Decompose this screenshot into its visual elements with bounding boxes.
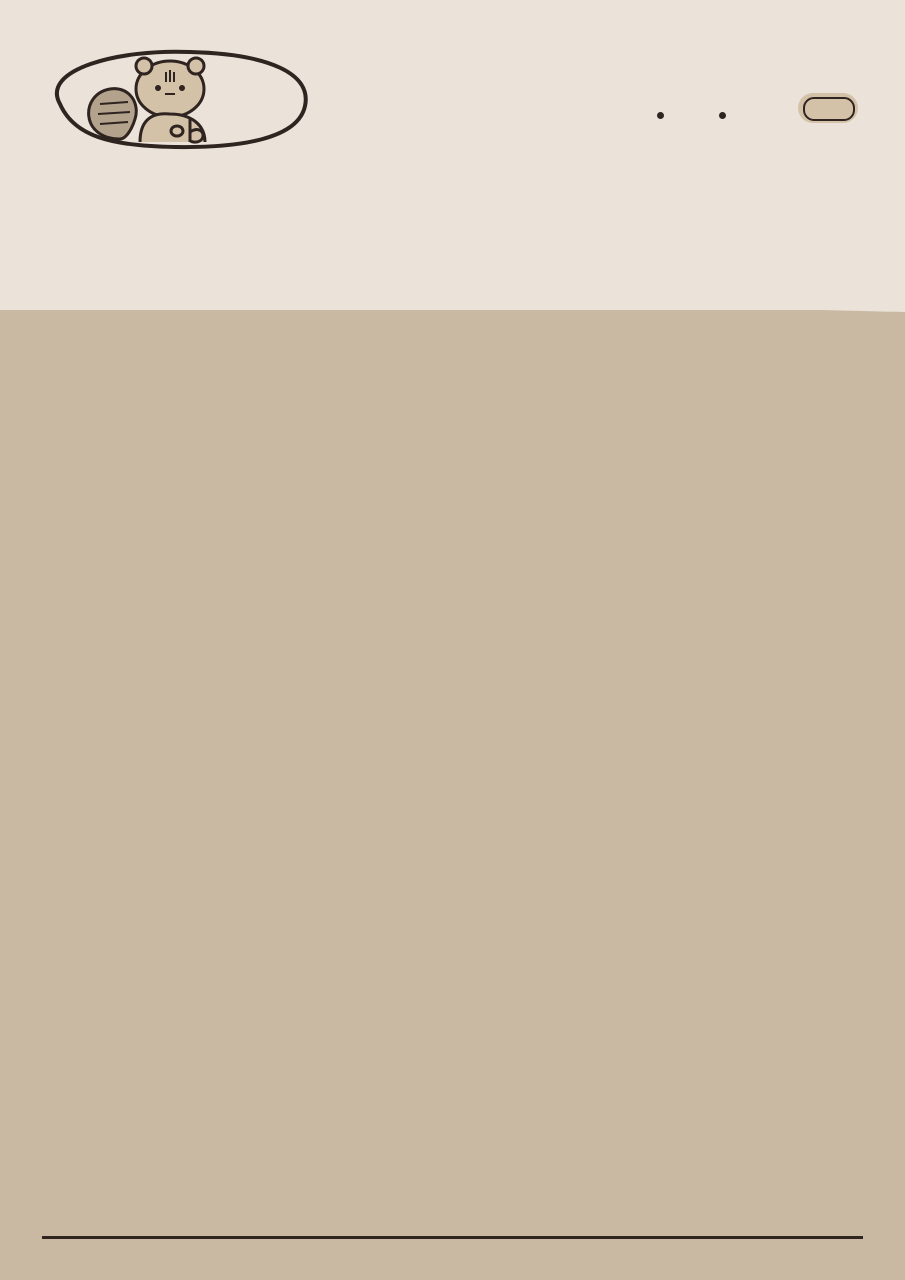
review-rating[interactable]: [42, 1106, 192, 1140]
weekday-label: [803, 97, 855, 121]
date-separator-dot: [719, 112, 726, 119]
wave-divider: [0, 290, 905, 320]
timetable-grid[interactable]: [620, 348, 863, 1238]
squirrel-mascot-icon: [40, 44, 310, 154]
bottom-rule: [42, 1236, 863, 1239]
date-separator-dot: [657, 112, 664, 119]
weekday-badge[interactable]: [798, 93, 858, 123]
